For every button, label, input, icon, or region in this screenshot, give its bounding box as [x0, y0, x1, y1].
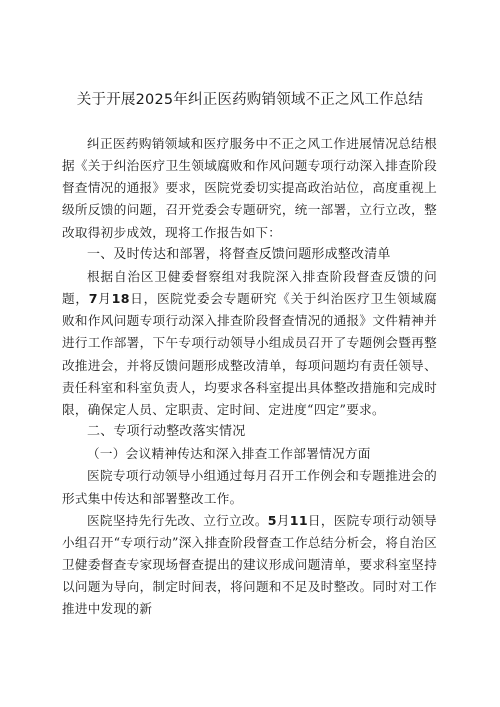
section-1-text-b: 月	[97, 291, 112, 307]
section-2-paragraph-2	[62, 510, 437, 621]
section-2-text-a: 医院坚持先行先改、立行立改。	[87, 512, 268, 528]
section-1-day: 18	[111, 291, 130, 307]
section-1-text-a: 根据自治区卫健委督察组对我院深入排查阶段督查反馈的问题，	[62, 268, 437, 307]
section-2-paragraph-1: 医院专项行动领导小组通过每月召开工作例会和专题推进会的形式集中传达和部署整改工作。	[62, 468, 437, 506]
section-2-text-c: 日，医院专项行动领导小组召开“专项行动”深入排查阶段督查工作总结分析会，将自治区卫健委督查专家现场督查提出的建议形成问题清单，要求科室坚持以问题为导向，制定时间表，将问题和不足及时整改。同时对工作推进中发现的新	[62, 512, 438, 617]
section-1-heading: 一、及时传达和部署，将督查反馈问题形成整改清单	[87, 246, 391, 262]
section-2-subheading-1: （一）会议精神传达和深入排查工作部署情况方面	[87, 446, 371, 462]
section-2-day: 11	[289, 512, 308, 528]
intro-paragraph: 纠正医药购销领域和医疗服务中不正之风工作进展情况总结根据《关于纠治医疗卫生领域腐败和作风问题专项行动深入排查阶段督查情况的通报》要求，医院党委切实提高政治站位，高度重视上级所反馈的问题，召开党委会专题研究，统一部署，立行立改，整改取得初步成效，现将工作报告如下：	[62, 136, 437, 240]
document-title: 关于开展2025年纠正医药购销领域不正之风工作总结	[76, 92, 424, 108]
section-2-text-b: 月	[276, 512, 290, 528]
section-2-heading: 二、专项行动整改落实情况	[87, 424, 246, 440]
section-1-paragraph	[62, 266, 437, 421]
section-1-month: 7	[88, 291, 98, 307]
document-body	[62, 133, 437, 621]
section-2-month: 5	[267, 512, 277, 528]
section-1-text-c: 日，医院党委会专题研究《关于纠治医疗卫生领域腐败和作风问题专项行动深入排查阶段督查情况的通报》文件精神并进行工作部署，下午专项行动领导小组成员召开了专题例会暨再整改推进会，并将反馈问题形成整改清单，每项问题均有责任领导、责任科室和科室负责人，均要求各科室提出具体整改措施和完成时限，确保定人员、定职责、定时间、定进度“四定”要求。	[62, 291, 437, 417]
